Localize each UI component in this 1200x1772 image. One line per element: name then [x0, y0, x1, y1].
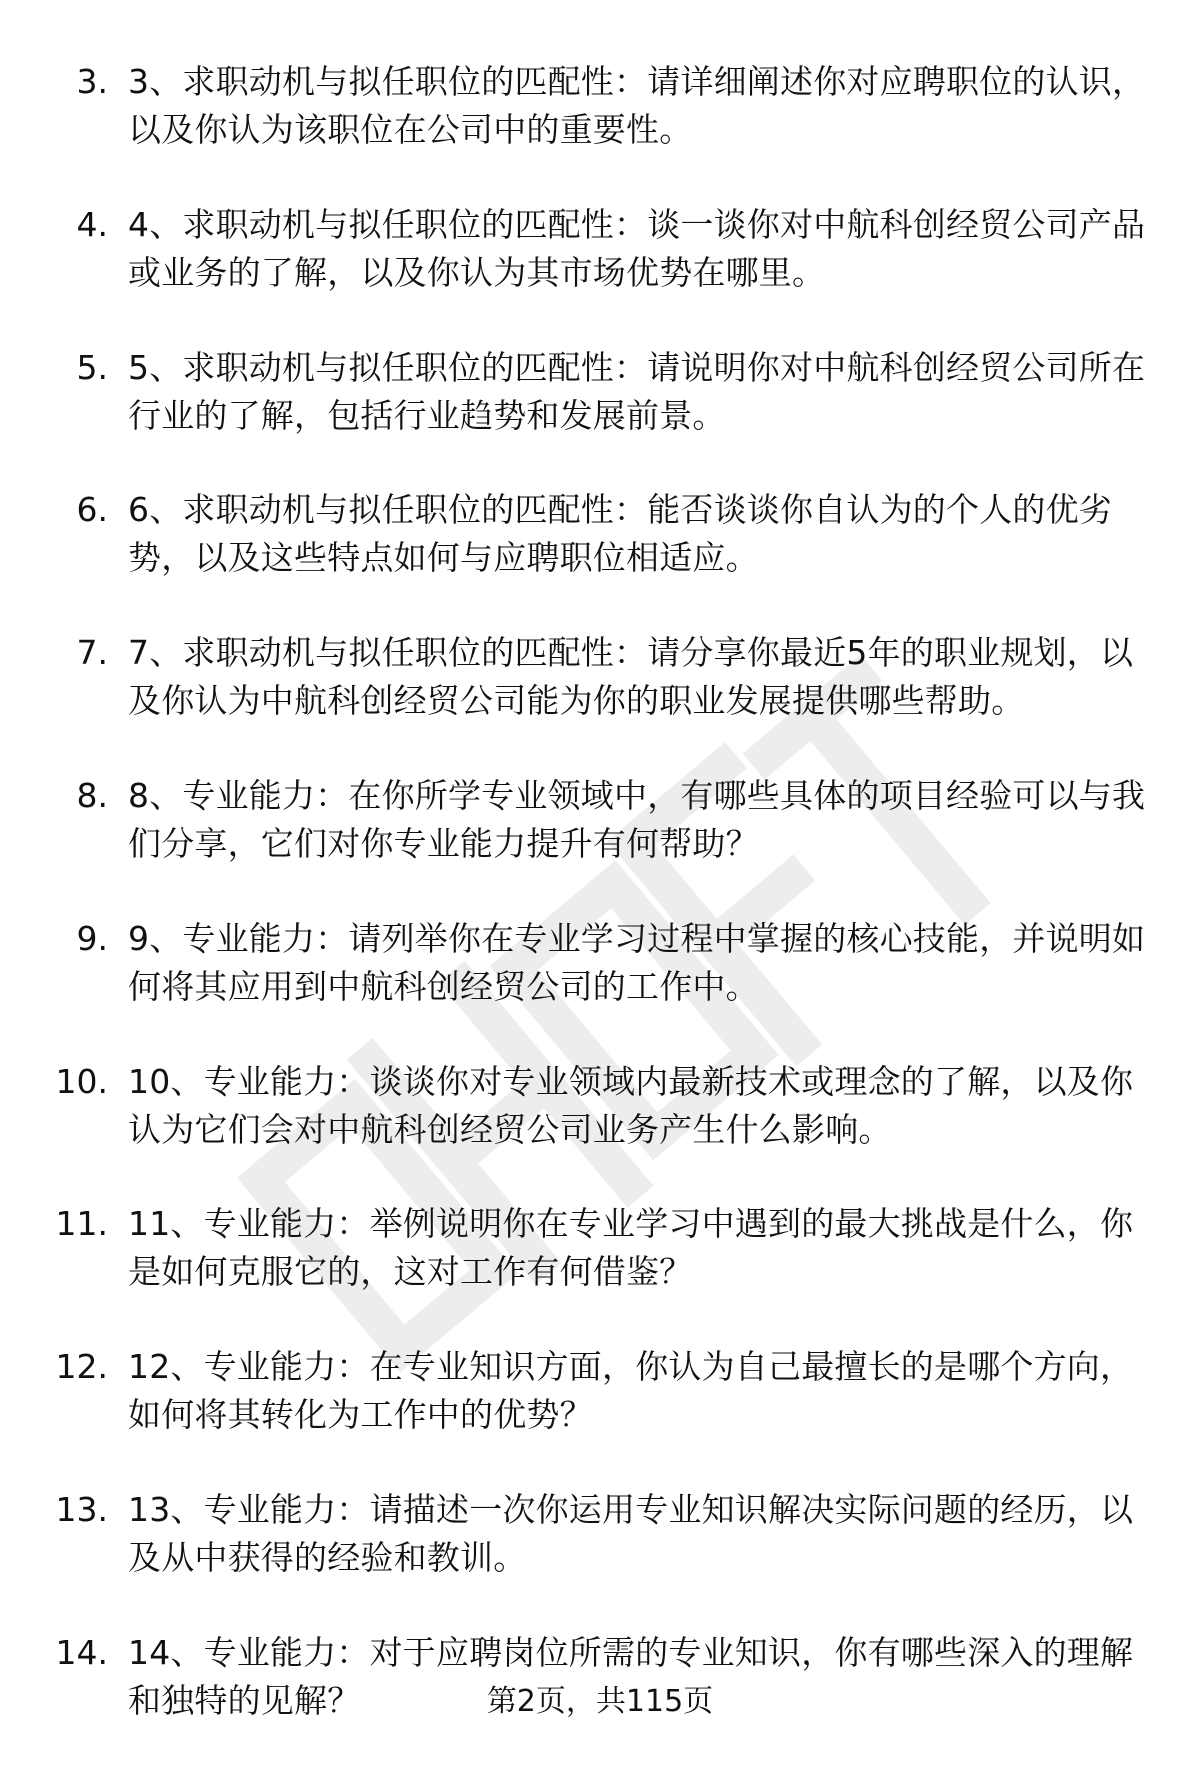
question-text: 10、专业能力：谈谈你对专业领域内最新技术或理念的了解，以及你认为它们会对中航科创经贸公司业务产生什么影响。	[128, 1061, 1134, 1149]
list-item	[0, 629, 1200, 725]
question-text: 7、求职动机与拟任职位的匹配性：请分享你最近5年的职业规划，以及你认为中航科创经贸公司能为你的职业发展提供哪些帮助。	[128, 633, 1134, 721]
question-list	[0, 58, 1200, 1772]
question-number: 5.	[76, 347, 108, 387]
question-number: 10.	[55, 1061, 108, 1101]
question-text: 8、专业能力：在你所学专业领域中，有哪些具体的项目经验可以与我们分享，它们对你专业能力提升有何帮助？	[128, 775, 1146, 863]
list-item	[0, 201, 1200, 297]
question-text: 3、求职动机与拟任职位的匹配性：请详细阐述你对应聘职位的认识，以及你认为该职位在公司中的重要性。	[128, 62, 1146, 149]
list-item	[0, 344, 1200, 440]
question-text: 11、专业能力：举例说明你在专业学习中遇到的最大挑战是什么，你是如何克服它的，这对工作有何借鉴？	[128, 1204, 1134, 1292]
question-number: 9.	[76, 918, 108, 958]
question-text: 5、求职动机与拟任职位的匹配性：请说明你对中航科创经贸公司所在行业的了解，包括行业趋势和发展前景。	[128, 347, 1146, 435]
question-number: 14.	[55, 1632, 108, 1672]
list-item	[0, 1200, 1200, 1296]
question-number: 4.	[76, 204, 108, 244]
question-number: 3.	[76, 62, 108, 101]
question-number: 7.	[76, 633, 108, 673]
question-number: 12.	[55, 1347, 108, 1387]
list-item	[0, 1343, 1200, 1439]
question-number: 11.	[55, 1204, 108, 1244]
list-item	[0, 486, 1200, 582]
page-footer: 第2页，共115页	[486, 1684, 714, 1719]
question-text: 12、专业能力：在专业知识方面，你认为自己最擅长的是哪个方向，如何将其转化为工作中的优势？	[128, 1347, 1134, 1435]
question-text: 9、专业能力：请列举你在专业学习过程中掌握的核心技能，并说明如何将其应用到中航科创经贸公司的工作中。	[128, 918, 1146, 1006]
list-item	[0, 1486, 1200, 1582]
list-item	[0, 772, 1200, 868]
list-item	[0, 915, 1200, 1011]
question-text: 6、求职动机与拟任职位的匹配性：能否谈谈你自认为的个人的优劣势，以及这些特点如何与应聘职位相适应。	[128, 490, 1112, 578]
question-text: 14、专业能力：对于应聘岗位所需的专业知识，你有哪些深入的理解和独特的见解？	[128, 1632, 1134, 1720]
question-number: 8.	[76, 775, 108, 815]
question-number: 6.	[76, 490, 108, 530]
list-item	[0, 1058, 1200, 1154]
list-item	[0, 58, 1200, 154]
question-text: 4、求职动机与拟任职位的匹配性：谈一谈你对中航科创经贸公司产品或业务的了解，以及你认为其市场优势在哪里。	[128, 204, 1146, 292]
question-number: 13.	[55, 1489, 108, 1529]
question-text: 13、专业能力：请描述一次你运用专业知识解决实际问题的经历，以及从中获得的经验和教训。	[128, 1489, 1134, 1577]
